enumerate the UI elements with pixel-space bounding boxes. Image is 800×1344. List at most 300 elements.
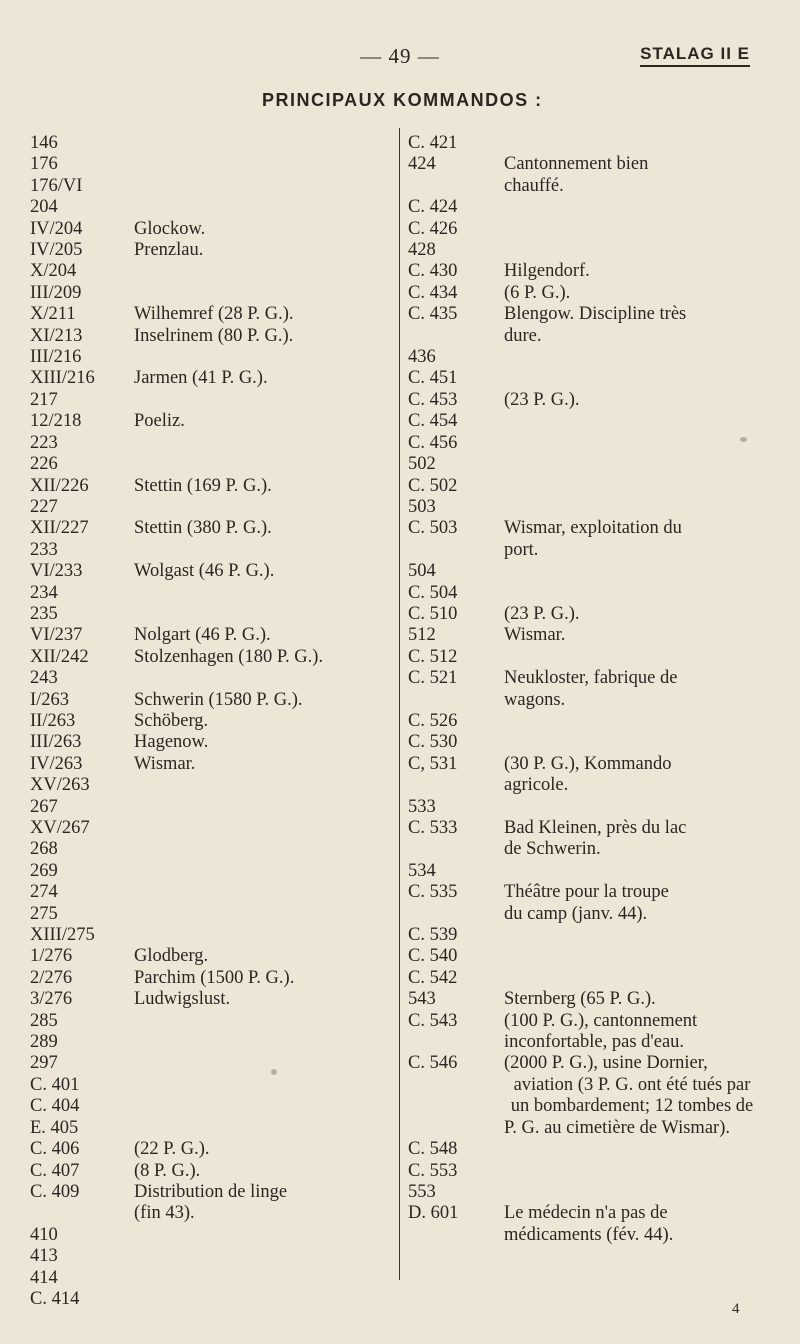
column-divider xyxy=(399,128,400,1280)
kommando-description xyxy=(504,219,760,240)
description-line: Hilgendorf. xyxy=(504,261,590,282)
kommando-code: C. 401 xyxy=(30,1074,80,1095)
kommando-row xyxy=(408,968,760,989)
kommando-description xyxy=(134,1075,390,1096)
kommando-row xyxy=(30,368,390,389)
kommando-description xyxy=(134,583,390,604)
kommando-description xyxy=(504,625,760,646)
kommando-row xyxy=(30,604,390,625)
kommando-row xyxy=(408,1139,760,1160)
kommando-description: Wolgast (46 P. G.). xyxy=(134,561,275,582)
kommando-description: (22 P. G.). xyxy=(134,1139,210,1160)
kommando-description: Nolgart (46 P. G.). xyxy=(134,625,271,646)
description-continuation: médicaments (fév. 44). xyxy=(504,1224,674,1245)
kommando-code: 2/276 xyxy=(30,967,73,988)
kommando-code: C. 546 xyxy=(408,1053,458,1074)
description-line: Le médecin n'a pas de xyxy=(504,1203,668,1224)
kommando-description xyxy=(134,1032,390,1053)
kommando-code: 533 xyxy=(408,796,436,817)
kommando-description xyxy=(134,904,390,925)
kommando-code: C. 510 xyxy=(408,603,458,624)
kommando-row xyxy=(408,433,760,454)
ink-blot xyxy=(271,1069,277,1075)
kommando-code: C. 409 xyxy=(30,1181,80,1202)
description-line: (30 P. G.), Kommando xyxy=(504,753,672,774)
kommando-code: XIII/216 xyxy=(30,368,95,389)
kommando-description xyxy=(504,433,760,454)
kommando-row xyxy=(408,497,760,518)
kommando-description xyxy=(504,583,760,604)
kommando-description xyxy=(134,261,390,282)
kommando-description xyxy=(504,133,760,154)
kommando-code: XIII/275 xyxy=(30,925,95,946)
description-continuation: wagons. xyxy=(504,689,566,710)
kommando-row xyxy=(408,754,760,797)
kommando-code: 233 xyxy=(30,539,58,560)
kommando-code: C. 548 xyxy=(408,1139,458,1160)
kommando-description xyxy=(134,1118,390,1139)
description-line: Cantonnement bien xyxy=(504,154,649,175)
kommando-row xyxy=(408,583,760,604)
kommando-code: 297 xyxy=(30,1053,58,1074)
kommando-description xyxy=(134,882,390,903)
kommando-row xyxy=(30,1246,390,1267)
kommando-code: 267 xyxy=(30,796,58,817)
kommando-row xyxy=(408,1182,760,1203)
kommando-row xyxy=(408,368,760,389)
kommando-code: XII/226 xyxy=(30,475,89,496)
kommando-row xyxy=(30,775,390,796)
kommando-row xyxy=(30,711,390,732)
kommando-code xyxy=(30,1203,134,1224)
kommando-code: C. 502 xyxy=(408,475,458,496)
kommando-description xyxy=(134,861,390,882)
kommando-row xyxy=(30,1032,390,1053)
kommando-code: 503 xyxy=(408,496,436,517)
kommando-code: C. 404 xyxy=(30,1096,80,1117)
kommando-description xyxy=(134,497,390,518)
kommando-description: Prenzlau. xyxy=(134,240,204,261)
kommando-row xyxy=(408,668,760,711)
description-continuation: aviation (3 P. G. ont été tués par un bombardement; 12 tombes de P. G. au cimetière de Wismar). xyxy=(504,1074,754,1138)
kommando-row xyxy=(408,711,760,732)
kommando-row xyxy=(30,754,390,775)
kommando-description xyxy=(504,1053,760,1139)
kommando-row xyxy=(30,668,390,689)
kommando-description xyxy=(504,1161,760,1182)
kommando-description xyxy=(504,946,760,967)
kommando-code: 534 xyxy=(408,860,436,881)
kommando-row xyxy=(30,1182,390,1203)
kommando-row xyxy=(408,1053,760,1139)
kommando-row xyxy=(408,261,760,282)
kommando-description xyxy=(134,818,390,839)
kommando-description xyxy=(504,1182,760,1203)
kommando-row xyxy=(408,625,760,646)
kommando-code: IV/204 xyxy=(30,218,83,239)
kommando-row xyxy=(408,946,760,967)
kommando-row xyxy=(30,476,390,497)
kommando-row xyxy=(408,882,760,925)
kommando-row xyxy=(408,219,760,240)
kommando-code: C. 553 xyxy=(408,1160,458,1181)
kommando-row xyxy=(30,925,390,946)
kommando-row xyxy=(30,497,390,518)
kommando-row xyxy=(30,690,390,711)
kommando-row xyxy=(30,433,390,454)
kommando-row xyxy=(30,946,390,967)
running-head: STALAG II E xyxy=(640,44,750,67)
kommando-code: X/211 xyxy=(30,304,76,325)
kommando-row xyxy=(408,989,760,1010)
kommando-description xyxy=(134,604,390,625)
folio-mark: 4 xyxy=(732,1301,740,1317)
kommando-code: 227 xyxy=(30,496,58,517)
kommando-row xyxy=(408,647,760,668)
description-line: (23 P. G.). xyxy=(504,603,580,624)
kommando-description xyxy=(504,1203,760,1246)
kommando-description xyxy=(134,133,390,154)
kommando-description xyxy=(134,176,390,197)
kommando-code: C. 421 xyxy=(408,133,458,153)
kommando-code: 269 xyxy=(30,860,58,881)
kommando-description xyxy=(504,861,760,882)
kommando-row xyxy=(408,154,760,197)
kommando-code: C. 540 xyxy=(408,946,458,967)
kommando-description xyxy=(134,283,390,304)
kommando-code: C. 424 xyxy=(408,197,458,218)
kommando-row xyxy=(30,1225,390,1246)
description-line: Théâtre pour la troupe xyxy=(504,882,669,903)
page-number: — 49 — xyxy=(360,44,440,68)
kommando-code: 543 xyxy=(408,989,436,1010)
kommando-description xyxy=(504,989,760,1010)
kommando-code: C. 533 xyxy=(408,818,458,838)
kommando-description xyxy=(504,518,760,561)
kommando-row xyxy=(30,304,390,325)
kommando-row xyxy=(408,518,760,561)
kommando-row xyxy=(30,1053,390,1074)
description-line: Blengow. Discipline très xyxy=(504,304,687,325)
kommando-code: VI/237 xyxy=(30,625,83,646)
kommando-row xyxy=(408,133,760,154)
kommando-description xyxy=(504,882,760,925)
kommando-row xyxy=(30,411,390,432)
right-column xyxy=(408,133,760,1246)
kommando-description: Glockow. xyxy=(134,218,206,239)
kommando-row xyxy=(30,1268,390,1289)
ink-blot xyxy=(740,437,747,442)
kommando-row xyxy=(30,839,390,860)
kommando-description xyxy=(134,925,390,946)
kommando-row xyxy=(30,904,390,925)
kommando-code: C, 531 xyxy=(408,753,458,774)
kommando-code: 235 xyxy=(30,603,58,624)
kommando-description: (fin 43). xyxy=(134,1203,195,1224)
kommando-code: C. 451 xyxy=(408,368,458,389)
kommando-description: Schöberg. xyxy=(134,710,209,731)
kommando-description: (8 P. G.). xyxy=(134,1160,201,1181)
kommando-code: C. 434 xyxy=(408,282,458,303)
kommando-code: 502 xyxy=(408,454,436,475)
kommando-code: C. 435 xyxy=(408,304,458,325)
kommando-code: 289 xyxy=(30,1032,58,1053)
kommando-row xyxy=(30,797,390,818)
kommando-code: XI/213 xyxy=(30,325,83,346)
kommando-code: 243 xyxy=(30,668,58,689)
kommando-description xyxy=(504,347,760,368)
description-line: Bad Kleinen, près du lac xyxy=(504,818,687,838)
kommando-description xyxy=(504,261,760,282)
kommando-description: Parchim (1500 P. G.). xyxy=(134,967,295,988)
kommando-row xyxy=(408,732,760,753)
kommando-code: 268 xyxy=(30,839,58,860)
left-column xyxy=(30,133,390,1310)
kommando-description xyxy=(504,154,760,197)
kommando-row xyxy=(30,1096,390,1117)
kommando-code: 414 xyxy=(30,1267,58,1288)
kommando-row xyxy=(30,968,390,989)
kommando-row xyxy=(408,925,760,946)
kommando-row xyxy=(30,861,390,882)
kommando-description xyxy=(504,390,760,411)
kommando-description xyxy=(134,454,390,475)
kommando-code: C. 454 xyxy=(408,411,458,432)
kommando-code: XV/263 xyxy=(30,775,90,796)
description-line: (2000 P. G.), usine Dornier, xyxy=(504,1053,708,1074)
description-continuation: port. xyxy=(504,539,539,560)
kommando-row xyxy=(408,604,760,625)
kommando-description: Stettin (380 P. G.). xyxy=(134,518,272,539)
description-line: Sternberg (65 P. G.). xyxy=(504,989,656,1010)
kommando-description: Glodberg. xyxy=(134,946,209,967)
kommando-code: C. 542 xyxy=(408,967,458,988)
kommando-row xyxy=(30,1118,390,1139)
kommando-code: 146 xyxy=(30,133,58,153)
kommando-row xyxy=(408,347,760,368)
kommando-description xyxy=(504,197,760,218)
kommando-row xyxy=(408,797,760,818)
kommando-row xyxy=(30,989,390,1010)
kommando-description: Jarmen (41 P. G.). xyxy=(134,368,268,389)
description-line: (6 P. G.). xyxy=(504,282,571,303)
kommando-row xyxy=(408,304,760,347)
kommando-row xyxy=(408,476,760,497)
description-line: Wismar, exploitation du xyxy=(504,518,682,539)
kommando-code: I/263 xyxy=(30,689,70,710)
kommando-code: 504 xyxy=(408,561,436,582)
kommando-row xyxy=(30,283,390,304)
kommando-code: C. 430 xyxy=(408,261,458,282)
kommando-code: 234 xyxy=(30,582,58,603)
kommando-row xyxy=(30,625,390,646)
description-line: (100 P. G.), cantonnement xyxy=(504,1010,698,1031)
kommando-code: 1/276 xyxy=(30,946,73,967)
kommando-row xyxy=(30,540,390,561)
kommando-row xyxy=(30,219,390,240)
kommando-code: C. 512 xyxy=(408,646,458,667)
kommando-description xyxy=(504,454,760,475)
kommando-row xyxy=(408,390,760,411)
kommando-description xyxy=(134,390,390,411)
kommando-row xyxy=(408,561,760,582)
kommando-row xyxy=(30,583,390,604)
kommando-description xyxy=(134,1268,390,1289)
kommando-row xyxy=(30,390,390,411)
kommando-description: Schwerin (1580 P. G.). xyxy=(134,689,303,710)
kommando-code: 274 xyxy=(30,882,58,903)
kommando-description xyxy=(504,818,760,861)
kommando-description xyxy=(504,304,760,347)
kommando-code: 176/VI xyxy=(30,175,83,196)
kommando-description xyxy=(134,154,390,175)
kommando-row xyxy=(408,1011,760,1054)
kommando-code: III/216 xyxy=(30,347,82,368)
description-line: Neukloster, fabrique de xyxy=(504,668,678,689)
kommando-description xyxy=(504,497,760,518)
kommando-code: 3/276 xyxy=(30,989,73,1010)
kommando-code: IV/205 xyxy=(30,240,83,261)
kommando-code: III/209 xyxy=(30,282,82,303)
kommando-description xyxy=(504,647,760,668)
kommando-description xyxy=(134,347,390,368)
kommando-description xyxy=(504,1139,760,1160)
kommando-description: Wismar. xyxy=(134,753,196,774)
kommando-code: C. 526 xyxy=(408,710,458,731)
kommando-code: C. 426 xyxy=(408,218,458,239)
kommando-code: II/263 xyxy=(30,710,76,731)
kommando-code: C. 543 xyxy=(408,1010,458,1031)
kommando-row xyxy=(408,861,760,882)
kommando-description: Distribution de linge xyxy=(134,1181,288,1202)
kommando-code: C. 456 xyxy=(408,432,458,453)
kommando-row xyxy=(30,240,390,261)
kommando-description xyxy=(504,668,760,711)
kommando-description xyxy=(134,433,390,454)
kommando-code: D. 601 xyxy=(408,1203,459,1224)
kommando-row xyxy=(30,882,390,903)
kommando-code: C. 530 xyxy=(408,732,458,753)
kommando-description xyxy=(504,283,760,304)
kommando-code: VI/233 xyxy=(30,561,83,582)
kommando-description: Wilhemref (28 P. G.). xyxy=(134,304,294,325)
kommando-row xyxy=(408,240,760,261)
kommando-code: 223 xyxy=(30,432,58,453)
kommando-code: 512 xyxy=(408,625,436,646)
kommando-description: Ludwigslust. xyxy=(134,989,231,1010)
kommando-description xyxy=(504,1011,760,1054)
kommando-description: Stolzenhagen (180 P. G.). xyxy=(134,646,324,667)
kommando-description xyxy=(134,797,390,818)
kommando-description: Stettin (169 P. G.). xyxy=(134,475,272,496)
kommando-row xyxy=(408,818,760,861)
kommando-code: C. 504 xyxy=(408,582,458,603)
kommando-code: 410 xyxy=(30,1224,58,1245)
kommando-row xyxy=(408,197,760,218)
kommando-code: 217 xyxy=(30,389,58,410)
kommando-description xyxy=(504,604,760,625)
kommando-row xyxy=(30,518,390,539)
kommando-row xyxy=(408,283,760,304)
kommando-code: C. 414 xyxy=(30,1288,80,1309)
kommando-row xyxy=(408,411,760,432)
kommando-code: 285 xyxy=(30,1010,58,1031)
kommando-code: IV/263 xyxy=(30,753,83,774)
kommando-description xyxy=(504,968,760,989)
kommando-code: XII/242 xyxy=(30,646,89,667)
kommando-code: X/204 xyxy=(30,261,77,282)
description-continuation: chauffé. xyxy=(504,175,564,196)
kommando-row xyxy=(30,1203,390,1224)
kommando-row xyxy=(408,1203,760,1246)
kommando-description xyxy=(504,711,760,732)
kommando-row xyxy=(30,154,390,175)
kommando-row xyxy=(30,176,390,197)
description-continuation: du camp (janv. 44). xyxy=(504,903,648,924)
kommando-row xyxy=(30,1139,390,1160)
kommando-code: III/263 xyxy=(30,732,82,753)
kommando-code: 436 xyxy=(408,347,436,368)
page-title: PRINCIPAUX KOMMANDOS : xyxy=(262,90,543,110)
kommando-code: 275 xyxy=(30,903,58,924)
kommando-description xyxy=(504,561,760,582)
kommando-code: 226 xyxy=(30,454,58,475)
kommando-description xyxy=(504,754,760,797)
kommando-description xyxy=(504,411,760,432)
kommando-description xyxy=(134,839,390,860)
kommando-description xyxy=(134,540,390,561)
description-line: Wismar. xyxy=(504,625,566,646)
kommando-row xyxy=(30,454,390,475)
kommando-description: Inselrinem (80 P. G.). xyxy=(134,325,294,346)
kommando-description: Poeliz. xyxy=(134,411,185,432)
kommando-row xyxy=(30,197,390,218)
kommando-code: XV/267 xyxy=(30,818,90,838)
kommando-description xyxy=(134,668,390,689)
kommando-code: 553 xyxy=(408,1181,436,1202)
kommando-description: Hagenow. xyxy=(134,732,209,753)
kommando-row xyxy=(30,1289,390,1310)
kommando-description xyxy=(134,775,390,796)
kommando-row xyxy=(30,1075,390,1096)
description-line: (23 P. G.). xyxy=(504,389,580,410)
kommando-row xyxy=(30,647,390,668)
description-continuation: dure. xyxy=(504,325,542,346)
description-continuation: de Schwerin. xyxy=(504,839,601,860)
kommando-row xyxy=(30,347,390,368)
kommando-code: 413 xyxy=(30,1246,58,1267)
kommando-code: E. 405 xyxy=(30,1117,79,1138)
kommando-code: 428 xyxy=(408,240,436,261)
kommando-code: 204 xyxy=(30,197,58,218)
kommando-description xyxy=(134,1225,390,1246)
kommando-description xyxy=(504,368,760,389)
kommando-code: 424 xyxy=(408,154,436,175)
kommando-description xyxy=(504,240,760,261)
kommando-description xyxy=(134,1289,390,1310)
kommando-code: C. 407 xyxy=(30,1160,80,1181)
kommando-row xyxy=(408,454,760,475)
kommando-code: 12/218 xyxy=(30,411,82,432)
kommando-code: C. 535 xyxy=(408,882,458,903)
kommando-row xyxy=(408,1161,760,1182)
kommando-row xyxy=(30,1011,390,1032)
kommando-description xyxy=(134,1053,390,1074)
kommando-code: C. 503 xyxy=(408,518,458,539)
kommando-row xyxy=(30,1161,390,1182)
kommando-description xyxy=(134,197,390,218)
kommando-description xyxy=(134,1011,390,1032)
